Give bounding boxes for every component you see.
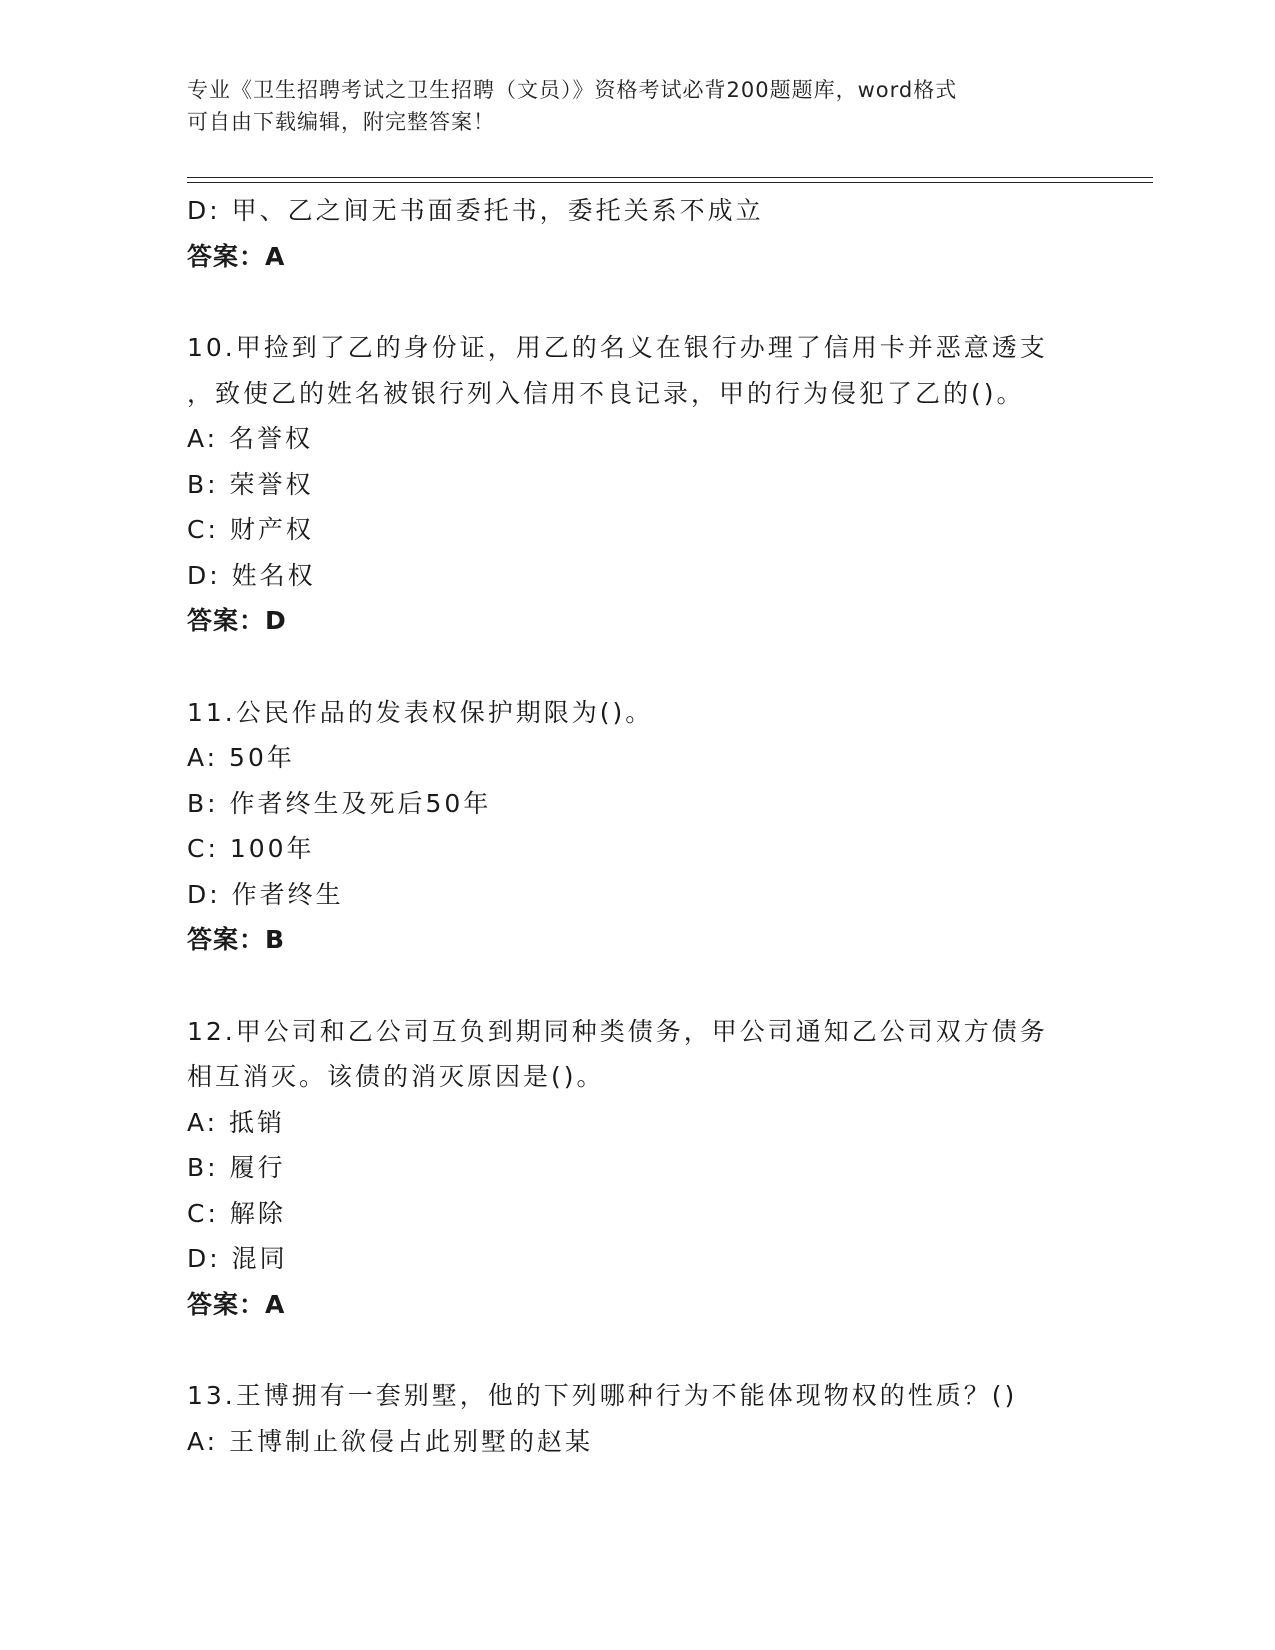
option-d: D: 作者终生 [187, 879, 344, 909]
option-c: C: 100年 [187, 834, 315, 863]
question-13 [187, 1373, 1087, 1464]
option-c: C: 解除 [187, 1198, 286, 1228]
header-title-line-1: 专业《卫生招聘考试之卫生招聘（文员）》资格考试必背200题题库，word格式 [187, 78, 958, 102]
question-text: 13.王博拥有一套别墅，他的下列哪种行为不能体现物权的性质？() [187, 1381, 1018, 1410]
question-9-tail [187, 188, 1087, 279]
question-text: 12.甲公司和乙公司互负到期同种类债务，甲公司通知乙公司双方债务 [187, 1016, 1048, 1046]
question-12 [187, 1009, 1087, 1328]
question-11 [187, 690, 1087, 963]
option-a: A: 抵销 [187, 1107, 286, 1137]
answer-line: 答案：A [187, 241, 286, 271]
document-header [187, 74, 1087, 138]
answer-line: 答案：D [187, 606, 287, 635]
option-d: D: 甲、乙之间无书面委托书，委托关系不成立 [187, 196, 764, 225]
header-title-line-2: 可自由下载编辑，附完整答案！ [187, 110, 495, 134]
option-c: C: 财产权 [187, 515, 314, 544]
header-divider-bottom [187, 182, 1153, 183]
option-b: B: 荣誉权 [187, 469, 314, 499]
option-b: B: 作者终生及死后50年 [187, 788, 492, 818]
question-list [187, 188, 1087, 1464]
question-text: 11.公民作品的发表权保护期限为()。 [187, 697, 654, 727]
option-a: A: 名誉权 [187, 424, 314, 453]
question-text-continued: ，致使乙的姓名被银行列入信用不良记录，甲的行为侵犯了乙的()。 [187, 378, 1025, 408]
answer-line: 答案：B [187, 925, 286, 954]
option-a: A: 王博制止欲侵占此别墅的赵某 [187, 1426, 594, 1456]
question-text-continued: 相互消灭。该债的消灭原因是()。 [187, 1062, 605, 1091]
question-10 [187, 325, 1087, 644]
option-d: D: 姓名权 [187, 560, 316, 590]
question-text: 10.甲捡到了乙的身份证，用乙的名义在银行办理了信用卡并恶意透支 [187, 333, 1048, 362]
option-a: A: 50年 [187, 743, 295, 772]
header-divider-top [187, 177, 1153, 178]
option-d: D: 混同 [187, 1244, 288, 1273]
option-b: B: 履行 [187, 1153, 286, 1182]
answer-line: 答案：A [187, 1289, 286, 1319]
